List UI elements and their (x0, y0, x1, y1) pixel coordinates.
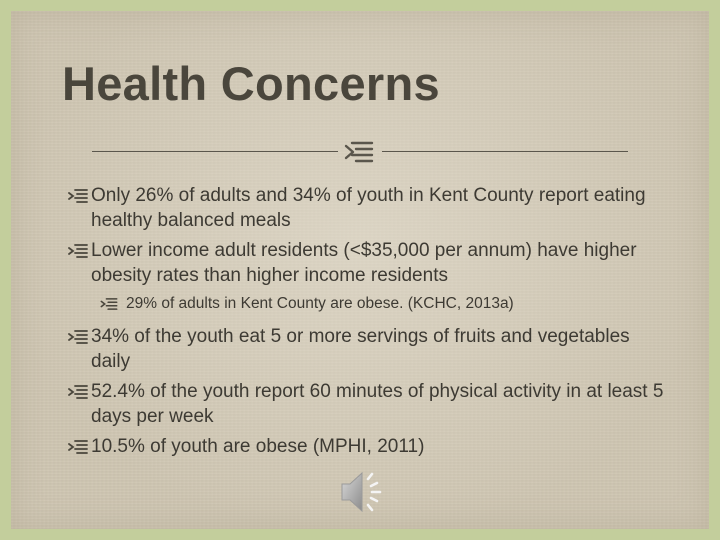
speaker-icon[interactable] (340, 469, 390, 515)
divider-line-right (382, 151, 628, 152)
bullet-text: 34% of the youth eat 5 or more servings of fruits and vegetables daily (91, 326, 630, 372)
bullet-item (68, 379, 668, 429)
sub-bullet-icon (100, 298, 118, 310)
bullet-text: 52.4% of the youth report 60 minutes of physical activity in at least 5 days per week (91, 381, 664, 427)
bullet-list (68, 183, 668, 464)
divider-line-left (92, 151, 338, 152)
bullet-icon (68, 189, 88, 203)
bullet-text: 10.5% of youth are obese (MPHI, 2011) (91, 436, 425, 457)
sub-bullet-text: 29% of adults in Kent County are obese. (KCHC, 2013a) (126, 295, 514, 312)
bullet-icon (68, 440, 88, 454)
bullet-item (68, 434, 668, 459)
sub-bullet-item (100, 293, 668, 314)
bullet-item (68, 238, 668, 288)
align-lines-icon (344, 140, 376, 164)
slide-title: Health Concerns (62, 57, 440, 110)
bullet-icon (68, 244, 88, 258)
title-divider (92, 140, 628, 164)
bullet-icon (68, 385, 88, 399)
bullet-item (68, 183, 668, 233)
bullet-icon (68, 330, 88, 344)
bullet-item (68, 324, 668, 374)
bullet-text: Only 26% of adults and 34% of youth in Kent County report eating healthy balanced meals (91, 185, 646, 231)
bullet-text: Lower income adult residents (<$35,000 per annum) have higher obesity rates than higher income residents (91, 240, 637, 286)
